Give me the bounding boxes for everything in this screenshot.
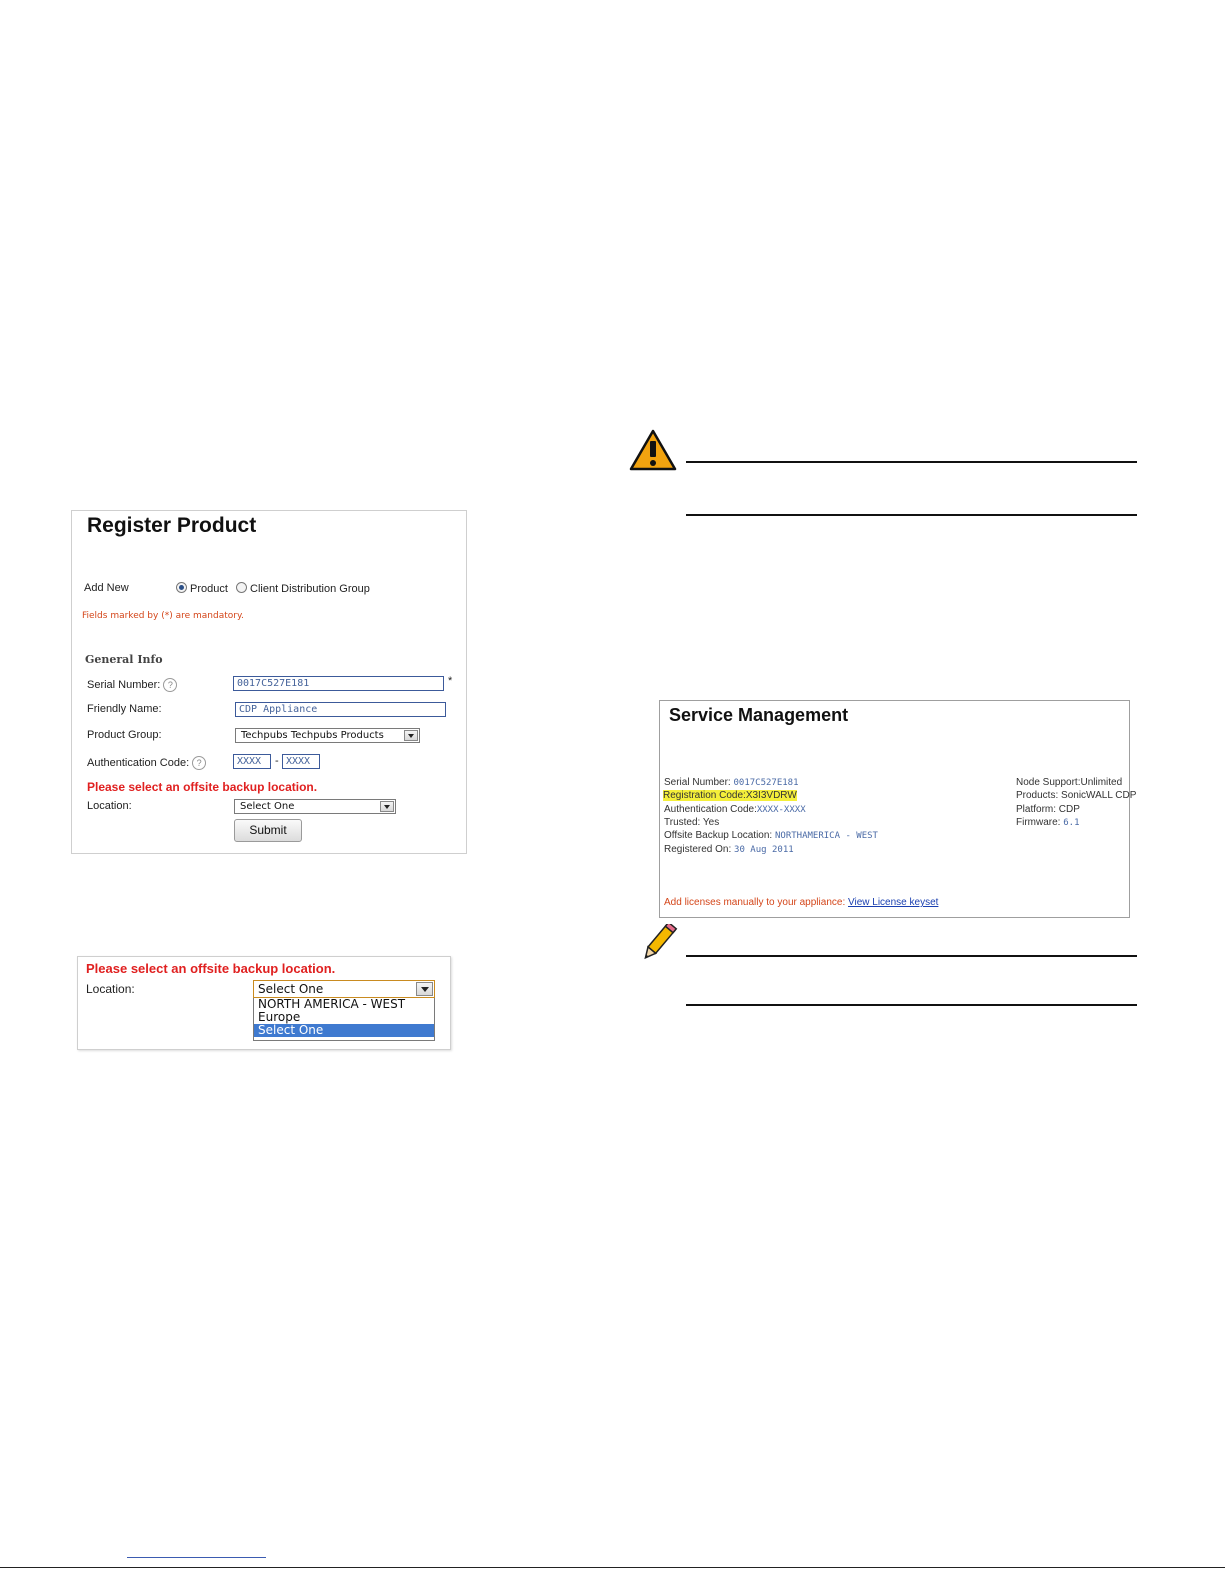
- dropdown-current-value: Select One: [258, 982, 324, 996]
- register-product-title: Register Product: [87, 514, 257, 537]
- sm-node-support: Node Support:Unlimited: [1016, 777, 1123, 788]
- friendly-name-field[interactable]: CDP Appliance: [235, 702, 446, 717]
- chevron-down-icon[interactable]: [404, 730, 418, 741]
- auth-code-label: [87, 756, 206, 770]
- sm-serial-number: [664, 777, 799, 788]
- warning-rule-top: [686, 461, 1137, 463]
- serial-number-label-text: Serial Number:: [87, 679, 161, 691]
- sm-products: Products: SonicWALL CDP: [1016, 790, 1137, 801]
- footer-rule: [0, 1567, 1225, 1568]
- dropdown-location-warning: Please select an offsite backup location.: [86, 961, 336, 976]
- add-new-label: Add New: [84, 582, 129, 594]
- sm-offsite-location: [664, 830, 878, 841]
- chevron-down-icon[interactable]: [380, 801, 394, 812]
- radio-product[interactable]: [176, 582, 228, 595]
- sm-reg-value: X3I3VDRW: [745, 790, 797, 801]
- dropdown-option-select-one[interactable]: Select One: [254, 1024, 434, 1037]
- serial-number-label: [87, 678, 177, 692]
- location-label: Location:: [87, 800, 132, 812]
- sm-offsite-label: Offsite Backup Location:: [664, 830, 773, 841]
- sm-reg-label: Registration Code:: [663, 790, 746, 801]
- radio-product-label: Product: [190, 583, 228, 595]
- sm-serial-label: Serial Number:: [664, 777, 731, 788]
- sm-serial-value: 0017C527E181: [733, 778, 799, 788]
- service-management-title: Service Management: [669, 705, 849, 725]
- register-product-panel: [71, 510, 467, 854]
- radio-product-button[interactable]: [176, 582, 187, 593]
- auth-code-part1[interactable]: XXXX: [233, 754, 271, 769]
- dropdown-location-select[interactable]: [253, 980, 435, 998]
- radio-client-group-button[interactable]: [236, 582, 247, 593]
- auth-code-separator: -: [275, 755, 279, 767]
- sm-registered-value: 30 Aug 2011: [734, 845, 794, 855]
- sm-trusted: Trusted: Yes: [664, 817, 720, 828]
- sm-firmware-label: Firmware:: [1016, 817, 1061, 828]
- location-select-value: Select One: [240, 801, 295, 812]
- sm-registered-label: Registered On:: [664, 844, 732, 855]
- location-select[interactable]: [234, 799, 396, 814]
- help-icon[interactable]: ?: [192, 756, 206, 770]
- note-rule-bottom: [686, 1004, 1137, 1006]
- help-icon[interactable]: ?: [163, 678, 177, 692]
- chevron-down-icon[interactable]: [416, 982, 433, 996]
- pencil-icon: [636, 924, 678, 964]
- location-warning: Please select an offsite backup location.: [87, 780, 318, 794]
- sm-auth-label: Authentication Code:: [664, 804, 757, 815]
- note-rule-top: [686, 955, 1137, 957]
- product-group-select[interactable]: [235, 728, 420, 743]
- view-license-keyset-link[interactable]: View License keyset: [848, 897, 939, 908]
- dropdown-option-europe[interactable]: Europe: [258, 1010, 301, 1024]
- sm-licenses-note: [664, 897, 938, 908]
- product-group-label: Product Group:: [87, 729, 162, 741]
- submit-button[interactable]: Submit: [234, 819, 302, 842]
- dropdown-option-north-america-west[interactable]: NORTH AMERICA - WEST: [258, 997, 406, 1011]
- radio-client-group[interactable]: [236, 582, 370, 595]
- auth-code-label-text: Authentication Code:: [87, 757, 190, 769]
- friendly-name-label: Friendly Name:: [87, 703, 162, 715]
- dropdown-option-list: [253, 998, 435, 1041]
- product-group-value: Techpubs Techpubs Products: [241, 730, 384, 741]
- service-management-panel: [659, 700, 1137, 918]
- sm-firmware: [1016, 817, 1080, 828]
- sm-platform: Platform: CDP: [1016, 804, 1080, 815]
- sm-registration-code: [663, 790, 797, 801]
- general-info-heading: General Info: [85, 653, 163, 666]
- auth-code-part2[interactable]: XXXX: [282, 754, 320, 769]
- required-mark: *: [448, 675, 453, 687]
- sm-offsite-value: NORTHAMERICA - WEST: [775, 831, 878, 841]
- warning-rule-bottom: [686, 514, 1137, 516]
- sm-firmware-value: 6.1: [1063, 818, 1080, 828]
- location-dropdown-panel: [77, 956, 451, 1050]
- sm-licenses-note-text: Add licenses manually to your appliance:: [664, 897, 846, 908]
- warning-icon: [629, 429, 677, 471]
- mandatory-note: Fields marked by (*) are mandatory.: [82, 611, 244, 621]
- radio-client-group-label: Client Distribution Group: [250, 583, 370, 595]
- sm-registered-on: [664, 844, 794, 855]
- footer-link-underline: [127, 1557, 266, 1558]
- serial-number-field[interactable]: 0017C527E181: [233, 676, 444, 691]
- dropdown-location-label: Location:: [86, 982, 135, 996]
- sm-auth-code: [664, 804, 806, 815]
- sm-auth-value: XXXX-XXXX: [756, 805, 806, 815]
